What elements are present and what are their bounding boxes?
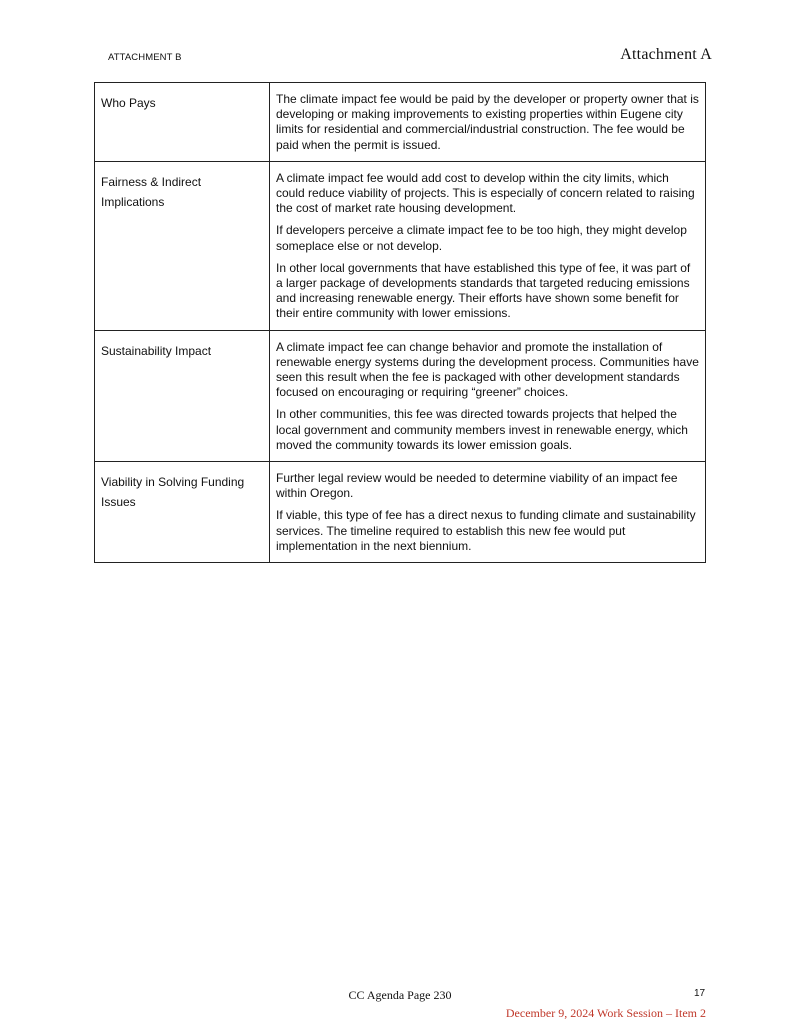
table-row-sustainability xyxy=(95,330,706,461)
table-row-viability xyxy=(95,462,706,563)
row-label-cell xyxy=(95,462,270,563)
row-paragraph: If developers perceive a climate impact fee to be too high, they might develop someplace else or not develop. xyxy=(276,223,687,253)
table-row-who-pays xyxy=(95,83,706,162)
row-body-cell xyxy=(270,161,706,330)
work-session-label: December 9, 2024 Work Session – Item 2 xyxy=(505,1006,706,1020)
row-paragraph: A climate impact fee would add cost to develop within the city limits, which could reduce viability of projects. This is especially of concern related to raising the cost of market rate housing development. xyxy=(276,170,695,216)
row-label: Fairness & Indirect Implications xyxy=(101,174,202,209)
row-label-cell xyxy=(95,83,270,162)
row-body-cell xyxy=(270,83,706,162)
row-label-cell xyxy=(95,161,270,330)
row-label: Viability in Solving Funding Issues xyxy=(101,475,245,510)
attachment-b-label: ATTACHMENT B xyxy=(108,52,182,63)
row-paragraph: A climate impact fee can change behavior and promote the installation of renewable energy systems during the development process. Communities have seen this result when the fee is packaged with other development standards focused on encouraging or requiring “greener” choices. xyxy=(276,339,699,400)
row-paragraph: The climate impact fee would be paid by the developer or property owner that is developing or making improvements to existing properties within Eugene city limits for residential and commercial/industrial construction. The fee would be paid when the permit is issued. xyxy=(276,92,699,152)
row-paragraph: In other local governments that have established this type of fee, it was part of a larger package of developments standards that targeted reducing emissions and increasing renewable energy. Their efforts have shown some benefit for their entire community with lower emissions. xyxy=(276,260,691,321)
table-row-fairness xyxy=(95,161,706,330)
row-label-cell xyxy=(95,330,270,461)
page-number: 17 xyxy=(694,988,706,999)
row-paragraph: If viable, this type of fee has a direct nexus to funding climate and sustainability services. The timeline required to establish this new fee would put implementation in the next biennium. xyxy=(276,508,696,553)
row-body-cell xyxy=(270,330,706,461)
climate-fee-table xyxy=(94,82,706,563)
row-body-cell xyxy=(270,462,706,563)
row-paragraph: Further legal review would be needed to determine viability of an impact fee within Oregon. xyxy=(276,471,678,501)
row-label: Sustainability Impact xyxy=(101,343,212,358)
row-paragraph: In other communities, this fee was directed towards projects that helped the local government and community members invest in renewable energy, which moved the community towards its lower emission goals. xyxy=(276,407,688,452)
attachment-a-label: Attachment A xyxy=(620,46,712,63)
agenda-page-label: CC Agenda Page 230 xyxy=(348,988,452,1002)
row-label: Who Pays xyxy=(101,96,156,110)
